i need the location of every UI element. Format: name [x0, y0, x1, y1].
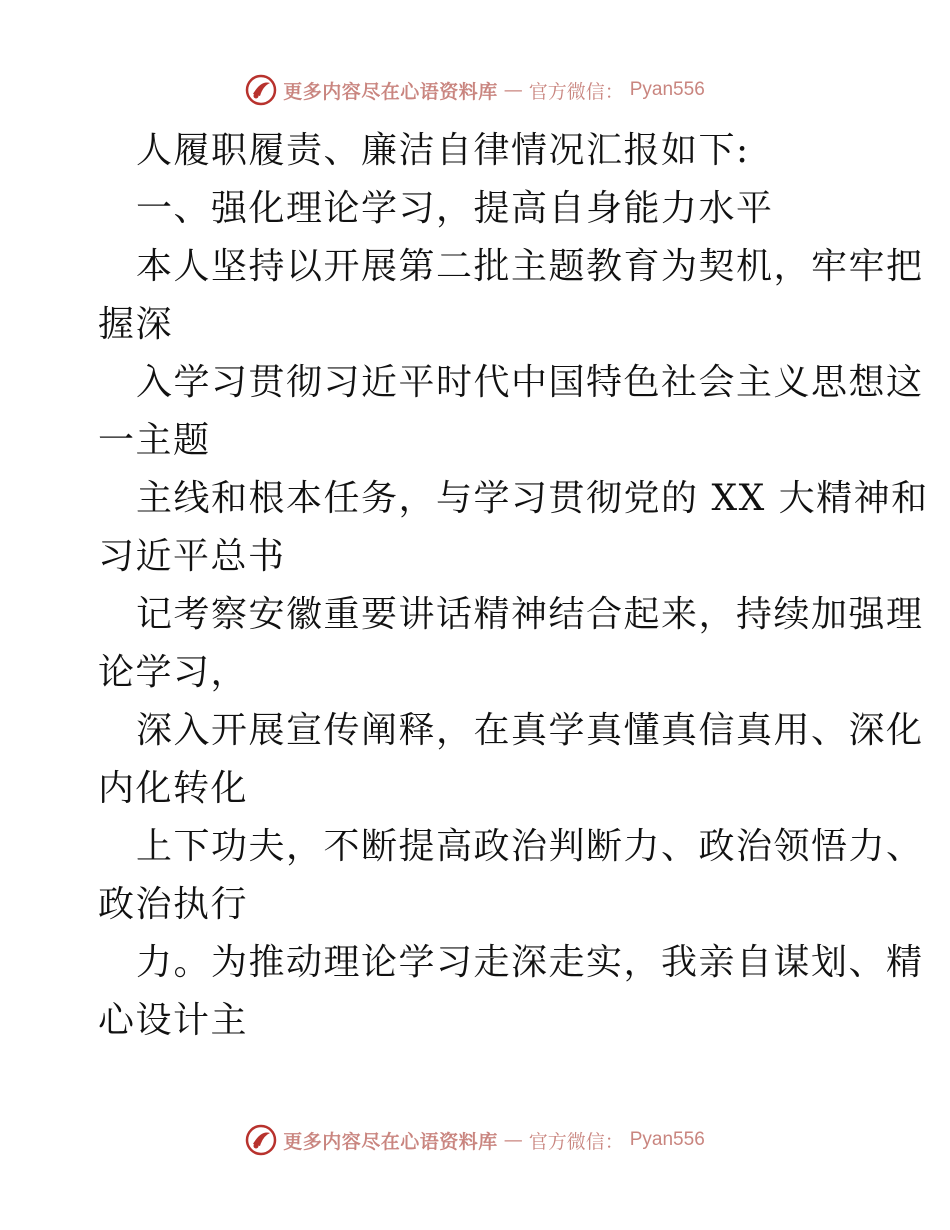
- paragraph-line: 一主题: [98, 420, 211, 461]
- footer-watermark: [0, 1120, 950, 1160]
- section-heading: 一、强化理论学习，提高自身能力水平: [136, 188, 774, 229]
- watermark-wechat-id: Pyan556: [629, 1129, 705, 1150]
- watermark-separator: —: [503, 79, 523, 101]
- watermark-wechat-label: 官方微信：: [528, 1130, 624, 1153]
- paragraph-line: 主线和根本任务，与学习贯彻党的 XX 大精神和: [136, 478, 929, 519]
- paragraph-line: 心设计主: [98, 1000, 249, 1041]
- paragraph-line: 上下功夫，不断提高政治判断力、政治领悟力、: [136, 826, 924, 867]
- document-body: [98, 122, 929, 1050]
- brand-logo-icon: [245, 74, 277, 106]
- paragraph-line: 人履职履责、廉洁自律情况汇报如下:: [136, 130, 750, 171]
- paragraph-line: 本人坚持以开展第二批主题教育为契机，牢牢把: [136, 246, 924, 287]
- header-watermark: [0, 70, 950, 110]
- watermark-wechat-id: Pyan556: [629, 79, 705, 100]
- paragraph-line: 政治执行: [98, 884, 249, 925]
- watermark-separator: —: [503, 1129, 523, 1151]
- paragraph-line: 入学习贯彻习近平时代中国特色社会主义思想这: [136, 362, 924, 403]
- paragraph-line: 内化转化: [98, 768, 249, 809]
- paragraph-line: 深入开展宣传阐释，在真学真懂真信真用、深化: [136, 710, 924, 751]
- watermark-brand-text: 更多内容尽在心语资料库: [283, 1130, 498, 1153]
- watermark-wechat-label: 官方微信：: [528, 80, 624, 103]
- paragraph-line: 习近平总书: [98, 536, 286, 577]
- paragraph-line: 握深: [98, 304, 174, 345]
- paragraph-line: 记考察安徽重要讲话精神结合起来，持续加强理: [136, 594, 924, 635]
- brand-logo-icon: [245, 1124, 277, 1156]
- watermark-brand-text: 更多内容尽在心语资料库: [283, 80, 498, 103]
- paragraph-line: 力。为推动理论学习走深走实，我亲自谋划、精: [136, 942, 924, 983]
- paragraph-line: 论学习，: [98, 652, 249, 693]
